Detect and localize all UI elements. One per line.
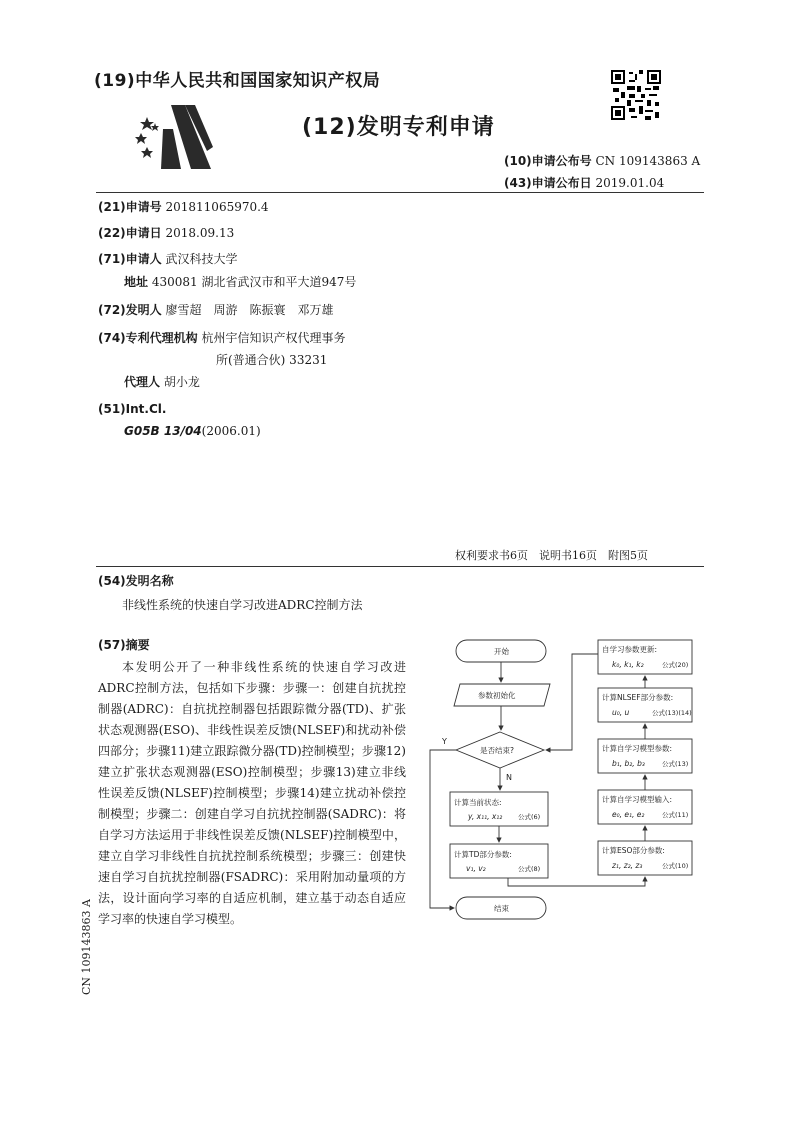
nlsef-title: 计算NLSEF部分参数: bbox=[602, 693, 674, 702]
patent-agency bbox=[98, 330, 346, 346]
office-name: (19)中华人民共和国国家知识产权局 bbox=[94, 71, 381, 91]
calc-td-formula: 公式(8) bbox=[518, 865, 541, 873]
inventors-label: (72)发明人 bbox=[98, 303, 162, 317]
calc-td-title: 计算TD部分参数: bbox=[454, 850, 512, 859]
counts-divider bbox=[96, 566, 704, 567]
sl-weight-title: 计算自学习模型参数: bbox=[602, 744, 673, 753]
eso-formula: 公式(10) bbox=[662, 862, 689, 870]
calc-state-vars: y, x₁₁, x₁₂ bbox=[468, 812, 503, 821]
nlsef-formula: 公式(13)(14) bbox=[652, 709, 692, 717]
patent-agency-cont bbox=[216, 352, 327, 368]
sl-input-vars: e₀, e₁, e₂ bbox=[612, 810, 645, 819]
int-cl-code bbox=[124, 423, 261, 439]
abstract-flowchart bbox=[420, 628, 710, 928]
agent bbox=[124, 374, 200, 390]
abstract-label: (57)摘要 bbox=[98, 638, 150, 652]
invention-title-label: (54)发明名称 bbox=[98, 574, 174, 588]
sl-input-title: 计算自学习模型输入: bbox=[602, 795, 673, 804]
sl-weight-vars: b₁, b₂, b₃ bbox=[612, 759, 645, 768]
update-title: 自学习参数更新: bbox=[602, 645, 658, 654]
sl-input-formula: 公式(11) bbox=[662, 811, 689, 819]
start-label: 开始 bbox=[494, 647, 509, 656]
application-number-label: (21)申请号 bbox=[98, 200, 162, 214]
update-formula: 公式(20) bbox=[662, 661, 689, 669]
calc-td-vars: v₁, v₂ bbox=[466, 864, 486, 873]
application-date-value: 2018.09.13 bbox=[165, 226, 235, 240]
calc-state-formula: 公式(6) bbox=[518, 813, 541, 821]
patent-agency-label: (74)专利代理机构 bbox=[98, 331, 198, 345]
applicant-value: 武汉科技大学 bbox=[165, 252, 238, 266]
cnipa-logo bbox=[133, 99, 213, 173]
invention-title: 非线性系统的快速自学习改进ADRC控制方法 bbox=[122, 598, 363, 612]
publication-date bbox=[504, 174, 664, 191]
ipc-code: G05B 13/04 bbox=[124, 424, 202, 438]
agent-value: 胡小龙 bbox=[163, 375, 200, 389]
sl-weight-formula: 公式(13) bbox=[662, 760, 689, 768]
application-number-value: 201811065970.4 bbox=[165, 200, 269, 214]
decision-label: 是否结束? bbox=[480, 746, 514, 755]
application-date bbox=[98, 225, 234, 241]
publication-number-label: (10)申请公布号 bbox=[504, 154, 592, 168]
address-value: 430081 湖北省武汉市和平大道947号 bbox=[151, 275, 357, 289]
application-number bbox=[98, 199, 269, 215]
patent-agency-value: 杭州宇信知识产权代理事务 bbox=[201, 331, 346, 345]
header-divider bbox=[96, 192, 704, 193]
agent-label: 代理人 bbox=[124, 375, 161, 389]
ipc-version: (2006.01) bbox=[201, 424, 261, 438]
calc-state-title: 计算当前状态: bbox=[454, 798, 502, 807]
inventors bbox=[98, 302, 334, 318]
address bbox=[124, 274, 356, 290]
abstract-text: 本发明公开了一种非线性系统的快速自学习改进ADRC控制方法，包括如下步骤：步骤一：创建自抗扰控制器(ADRC)：自抗扰控制器包括跟踪微分器(TD)、扩张状态观测器(ESO)、非线性误差反馈(NLSEF)和扰动补偿四部分；步骤11)建立跟踪微分器(TD)控制模型；步骤12)建立扩张状态观测器(ESO)控制模型；步骤13)建立非线性误差反馈(NLSEF)控制模型；步骤14)建立扰动补偿控制模型；步骤二：创建自学习自抗扰控制器(SADRC)：将自学习方法运用于非线性误差反馈(NLSEF)控制模型中，建立自学习非线性自抗扰控制系统模型；步骤三：创建快速自学习自抗扰控制器(FSADRC)：采用附加动量项的方法，设计面向学习率的自适应机制，建立基于动态自适应学习率的快速自学习模型。 bbox=[98, 660, 406, 926]
applicant-label: (71)申请人 bbox=[98, 252, 162, 266]
qr-code-icon bbox=[611, 70, 661, 120]
publication-number bbox=[504, 152, 700, 169]
eso-title: 计算ESO部分参数: bbox=[602, 846, 665, 855]
side-publication-number: CN 109143863 A bbox=[80, 899, 93, 995]
publication-date-value: 2019.01.04 bbox=[595, 176, 665, 190]
int-cl-label: (51)Int.Cl. bbox=[98, 402, 167, 416]
end-label: 结束 bbox=[494, 904, 509, 913]
inventors-value: 廖雪超 周游 陈振寰 邓万雄 bbox=[165, 303, 334, 317]
applicant bbox=[98, 251, 238, 267]
document-type: (12)发明专利申请 bbox=[302, 115, 495, 140]
patent-agency-value-cont: 所(普通合伙) 33231 bbox=[216, 353, 328, 367]
yes-label: Y bbox=[442, 737, 447, 746]
nlsef-vars: u₀, u bbox=[612, 708, 630, 717]
page-counts: 权利要求书6页 说明书16页 附图5页 bbox=[455, 549, 648, 562]
application-date-label: (22)申请日 bbox=[98, 226, 162, 240]
update-vars: k₀, k₁, k₂ bbox=[612, 660, 644, 669]
no-label: N bbox=[506, 773, 512, 782]
publication-number-value: CN 109143863 A bbox=[595, 154, 701, 168]
publication-date-label: (43)申请公布日 bbox=[504, 176, 592, 190]
address-label: 地址 bbox=[124, 275, 149, 289]
int-cl bbox=[98, 401, 166, 417]
init-label: 参数初始化 bbox=[478, 691, 516, 700]
eso-vars: z₁, z₂, z₃ bbox=[612, 861, 643, 870]
